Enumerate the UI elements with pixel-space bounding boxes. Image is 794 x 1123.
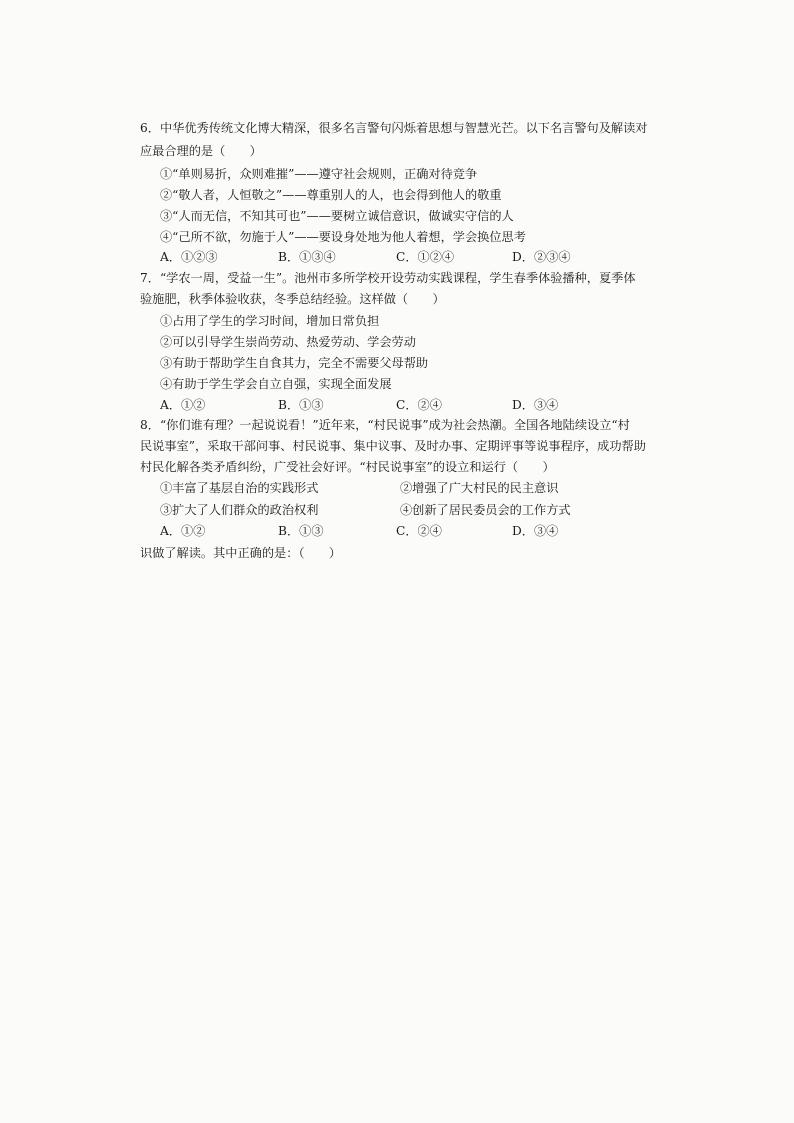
- q6-item-1: ①“单则易折，众则难摧”——遵守社会规则，正确对待竞争: [160, 167, 478, 181]
- q8-item-4: ④创新了居民委员会的工作方式: [400, 503, 571, 517]
- q7-stem-line1: 7．“学农一周，受益一生”。池州市多所学校开设劳动实践课程，学生春季体验播种，夏季体: [140, 271, 636, 285]
- q6-choice-a[interactable]: A．①②③: [160, 250, 218, 264]
- q6-stem-line1: 6．中华优秀传统文化博大精深，很多名言警句闪烁着思想与智慧光芒。以下名言警句及解读对: [140, 121, 648, 135]
- q8-item-2: ②增强了广大村民的民主意识: [400, 481, 559, 495]
- q7-choice-b[interactable]: B．①③: [278, 398, 324, 412]
- q6-choice-d[interactable]: D．②③④: [512, 250, 571, 264]
- q7-choice-a[interactable]: A．①②: [160, 398, 206, 412]
- q8-choice-a[interactable]: A．①②: [160, 524, 206, 538]
- q7-item-1: ①占用了学生的学习时间，增加日常负担: [160, 314, 380, 328]
- q8-stem-line3: 村民化解各类矛盾纠纷，广受社会好评。“村民说事室”的设立和运行（ ）: [140, 460, 555, 474]
- q6-item-3: ③“人而无信，不知其可也”——要树立诚信意识，做诚实守信的人: [160, 209, 514, 223]
- q9-stem-line2: 识做了解读。其中正确的是：（ ）: [140, 546, 342, 560]
- q7-item-2: ②可以引导学生崇尚劳动、热爱劳动、学会劳动: [160, 335, 416, 349]
- q8-choice-b[interactable]: B．①③: [278, 524, 324, 538]
- q8-choice-d[interactable]: D．③④: [512, 524, 559, 538]
- q7-choice-c[interactable]: C．②④: [396, 398, 442, 412]
- q8-stem-line2: 民说事室”，采取干部问事、村民说事、集中议事、及时办事、定期评事等说事程序，成功帮助: [140, 439, 646, 453]
- q6-item-4: ④“己所不欲，勿施于人”——要设身处地为他人着想，学会换位思考: [160, 230, 526, 244]
- q6-item-2: ②“敬人者，人恒敬之”——尊重别人的人，也会得到他人的敬重: [160, 188, 502, 202]
- q8-stem-line1: 8．“你们谁有理？一起说说看！”近年来，“村民说事”成为社会热潮。全国各地陆续设立“村: [140, 418, 630, 432]
- q7-item-3: ③有助于帮助学生自食其力，完全不需要父母帮助: [160, 356, 429, 370]
- q8-item-3: ③扩大了人们群众的政治权利: [160, 503, 319, 517]
- q6-choice-b[interactable]: B．①③④: [278, 250, 336, 264]
- q7-stem-line2: 验施肥，秋季体验收获，冬季总结经验。这样做（ ）: [140, 292, 445, 306]
- q8-choice-c[interactable]: C．②④: [396, 524, 442, 538]
- q7-choice-d[interactable]: D．③④: [512, 398, 559, 412]
- q8-item-1: ①丰富了基层自治的实践形式: [160, 481, 319, 495]
- q7-item-4: ④有助于学生学会自立自强，实现全面发展: [160, 377, 392, 391]
- q6-choice-c[interactable]: C．①②④: [396, 250, 455, 264]
- q6-stem-line2: 应最合理的是（ ）: [140, 144, 262, 158]
